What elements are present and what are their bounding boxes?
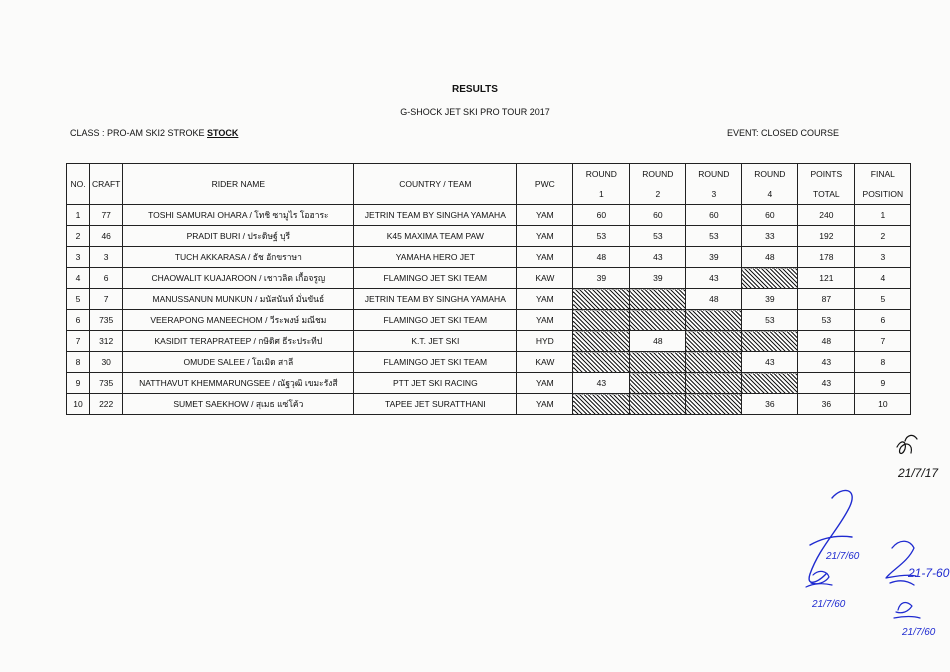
cell-rider: KASIDIT TERAPRATEEP / กษิดิศ ธีระประทีป [123,331,354,352]
results-table [66,163,911,415]
results-body [67,205,911,415]
col-round-number: 4 [767,189,773,199]
cell-final-position: 10 [855,394,911,415]
cell-round-1: 39 [573,268,630,289]
cell-round-3 [686,394,742,415]
cell-round-4: 39 [742,289,798,310]
cell-points-total: 121 [798,268,855,289]
cell-round-3: 43 [686,268,742,289]
cell-rider: MANUSSANUN MUNKUN / มนัสนันท์ มั่นขันธ์ [123,289,354,310]
col-round-label: ROUND [754,169,786,179]
cell-round-2 [630,310,686,331]
table-row [67,205,911,226]
cell-round-4 [742,331,798,352]
table-row [67,352,911,373]
signature-date-4: 21/7/60 [812,599,846,610]
table-row [67,226,911,247]
col-round-label: ROUND [698,169,730,179]
cell-final-position: 2 [855,226,911,247]
col-points-total [798,164,855,205]
col-round-number: 2 [655,189,661,199]
cell-final-position: 7 [855,331,911,352]
cell-final-position: 3 [855,247,911,268]
cell-craft: 46 [90,226,123,247]
cell-no: 6 [67,310,90,331]
cell-pwc: YAM [517,373,573,394]
table-row [67,331,911,352]
table-row [67,373,911,394]
cell-round-4: 53 [742,310,798,331]
cell-round-2: 43 [630,247,686,268]
signature-date-1: 21/7/17 [898,466,939,480]
table-row [67,268,911,289]
cell-pwc: HYD [517,331,573,352]
cell-pwc: YAM [517,310,573,331]
cell-round-3 [686,310,742,331]
class-prefix: CLASS : PRO-AM SKI2 STROKE [70,128,208,138]
cell-final-position: 4 [855,268,911,289]
cell-rider: TUCH AKKARASA / ธัช อักขราษา [123,247,354,268]
signature-5 [894,603,920,618]
cell-team: YAMAHA HERO JET [354,247,517,268]
cell-team: PTT JET SKI RACING [354,373,517,394]
cell-round-1: 60 [573,205,630,226]
col-no: NO. [67,164,90,205]
cell-round-3: 48 [686,289,742,310]
col-round-3 [686,164,742,205]
cell-round-3 [686,373,742,394]
cell-rider: OMUDE SALEE / โอเมิด สาลี [123,352,354,373]
cell-round-2: 48 [630,331,686,352]
page-subtitle: G-SHOCK JET SKI PRO TOUR 2017 [400,107,550,117]
cell-craft: 222 [90,394,123,415]
cell-no: 4 [67,268,90,289]
col-round-2 [630,164,686,205]
cell-team: FLAMINGO JET SKI TEAM [354,310,517,331]
cell-round-2: 60 [630,205,686,226]
cell-craft: 6 [90,268,123,289]
cell-pwc: KAW [517,352,573,373]
cell-round-2 [630,394,686,415]
event-line: EVENT: CLOSED COURSE [727,128,840,138]
cell-no: 10 [67,394,90,415]
table-row [67,289,911,310]
cell-round-1 [573,352,630,373]
cell-round-1 [573,310,630,331]
cell-team: FLAMINGO JET SKI TEAM [354,352,517,373]
col-round-label: ROUND [585,169,617,179]
cell-craft: 77 [90,205,123,226]
cell-team: K.T. JET SKI [354,331,517,352]
cell-points-total: 192 [798,226,855,247]
cell-rider: CHAOWALIT KUAJAROON / เชาวลิต เกื้อจรูญ [123,268,354,289]
cell-round-4: 43 [742,352,798,373]
cell-team: JETRIN TEAM BY SINGHA YAMAHA [354,205,517,226]
cell-pwc: YAM [517,289,573,310]
table-row [67,310,911,331]
cell-round-4 [742,373,798,394]
cell-craft: 735 [90,373,123,394]
cell-round-3 [686,331,742,352]
cell-points-total: 36 [798,394,855,415]
col-round-label: ROUND [642,169,674,179]
cell-no: 2 [67,226,90,247]
cell-round-1 [573,331,630,352]
col-round-number: 1 [598,189,604,199]
cell-points-total: 43 [798,352,855,373]
cell-pwc: YAM [517,226,573,247]
cell-round-4 [742,268,798,289]
cell-rider: NATTHAVUT KHEMMARUNGSEE / ณัฐวุฒิ เขมะรังสี [123,373,354,394]
cell-round-1 [573,394,630,415]
cell-no: 7 [67,331,90,352]
cell-pwc: KAW [517,268,573,289]
cell-craft: 7 [90,289,123,310]
cell-craft: 30 [90,352,123,373]
cell-final-position: 9 [855,373,911,394]
signature-date-2: 21/7/60 [826,551,860,562]
table-row [67,394,911,415]
cell-rider: TOSHI SAMURAI OHARA / โทชิ ซามูไร โอฮาระ [123,205,354,226]
cell-final-position: 1 [855,205,911,226]
cell-pwc: YAM [517,394,573,415]
cell-rider: VEERAPONG MANEECHOM / วีระพงษ์ มณีชม [123,310,354,331]
cell-round-3: 53 [686,226,742,247]
class-line [70,128,238,138]
header-row [67,164,911,205]
cell-round-4: 33 [742,226,798,247]
cell-points-total: 43 [798,373,855,394]
signature-date-3: 21-7-60 [908,566,950,580]
cell-no: 1 [67,205,90,226]
cell-final-position: 8 [855,352,911,373]
col-position-label: POSITION [862,189,904,199]
cell-team: K45 MAXIMA TEAM PAW [354,226,517,247]
class-stock: STOCK [207,128,239,138]
cell-craft: 312 [90,331,123,352]
cell-round-1: 43 [573,373,630,394]
cell-rider: SUMET SAEKHOW / สุเมธ แซ่โค้ว [123,394,354,415]
page-title: RESULTS [452,84,498,95]
signatures-area [780,425,950,672]
signature-2 [809,490,852,582]
cell-round-4: 60 [742,205,798,226]
cell-no: 5 [67,289,90,310]
table-row [67,247,911,268]
cell-pwc: YAM [517,247,573,268]
col-round-4 [742,164,798,205]
cell-team: JETRIN TEAM BY SINGHA YAMAHA [354,289,517,310]
cell-no: 3 [67,247,90,268]
cell-final-position: 5 [855,289,911,310]
cell-points-total: 178 [798,247,855,268]
cell-round-3 [686,352,742,373]
cell-round-2: 39 [630,268,686,289]
cell-points-total: 53 [798,310,855,331]
cell-craft: 3 [90,247,123,268]
col-team: COUNTRY / TEAM [354,164,517,205]
col-round-1 [573,164,630,205]
cell-round-3: 39 [686,247,742,268]
cell-pwc: YAM [517,205,573,226]
cell-round-2 [630,352,686,373]
cell-round-4: 36 [742,394,798,415]
cell-no: 8 [67,352,90,373]
cell-round-3: 60 [686,205,742,226]
signature-1 [897,435,917,453]
cell-round-2 [630,373,686,394]
cell-team: TAPEE JET SURATTHANI [354,394,517,415]
col-pwc: PWC [517,164,573,205]
cell-points-total: 240 [798,205,855,226]
cell-round-4: 48 [742,247,798,268]
cell-team: FLAMINGO JET SKI TEAM [354,268,517,289]
cell-round-2: 53 [630,226,686,247]
cell-round-2 [630,289,686,310]
cell-rider: PRADIT BURI / ประดิษฐ์ บุรี [123,226,354,247]
col-round-number: 3 [711,189,717,199]
cell-final-position: 6 [855,310,911,331]
cell-points-total: 87 [798,289,855,310]
col-final-label: FINAL [870,169,895,179]
cell-craft: 735 [90,310,123,331]
col-points-label: POINTS [810,169,843,179]
signature-date-5: 21/7/60 [902,627,936,638]
cell-no: 9 [67,373,90,394]
cell-round-1 [573,289,630,310]
col-rider: RIDER NAME [123,164,354,205]
col-total-label: TOTAL [813,189,840,199]
col-craft: CRAFT [90,164,123,205]
cell-round-1: 48 [573,247,630,268]
cell-round-1: 53 [573,226,630,247]
col-final-position [855,164,911,205]
cell-points-total: 48 [798,331,855,352]
